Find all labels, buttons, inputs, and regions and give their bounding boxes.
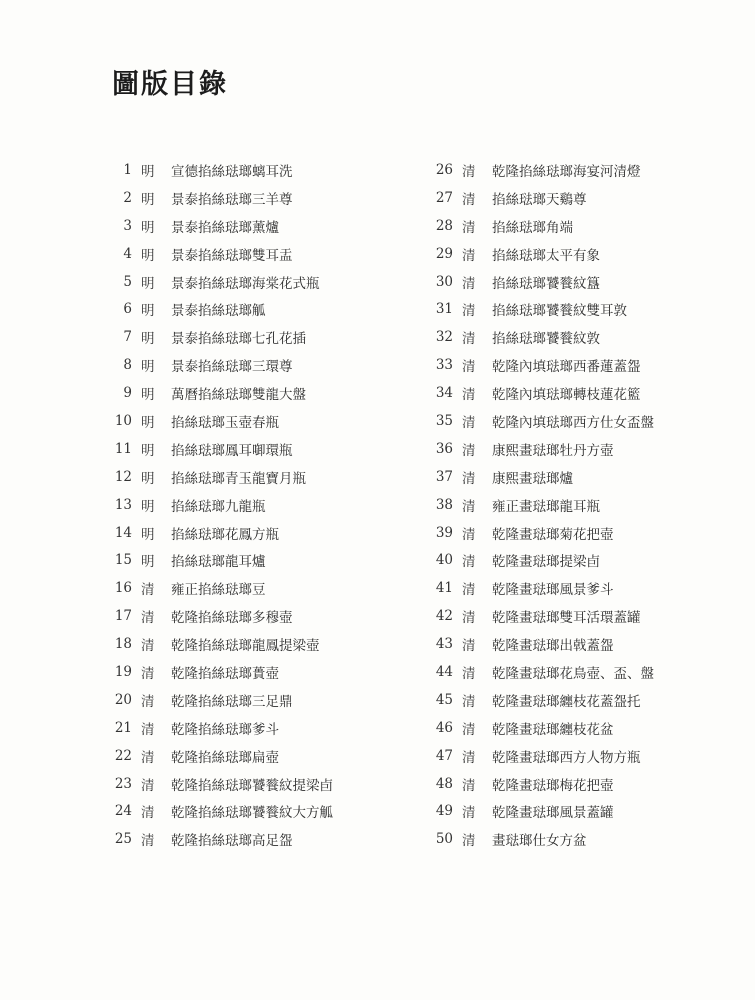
plate-dynasty: 清 bbox=[462, 191, 476, 208]
plate-title: 乾隆畫琺瑯纏枝花盆 bbox=[492, 721, 614, 738]
plate-dynasty: 清 bbox=[462, 526, 476, 543]
plate-list-item bbox=[425, 351, 654, 379]
plate-number: 14 bbox=[114, 524, 132, 541]
plate-title: 掐絲琺瑯鳳耳啣環瓶 bbox=[171, 442, 293, 459]
plate-list-item bbox=[104, 686, 333, 714]
plate-dynasty: 清 bbox=[462, 470, 476, 487]
plate-list-item bbox=[104, 574, 333, 602]
plate-list-item bbox=[425, 435, 654, 463]
plate-list-item bbox=[104, 491, 333, 519]
plate-dynasty: 明 bbox=[141, 247, 155, 264]
plate-title: 乾隆掐絲琺瑯饕餮紋提梁卣 bbox=[171, 777, 333, 794]
plate-title: 乾隆畫琺瑯風景爹斗 bbox=[492, 582, 614, 599]
plate-dynasty: 清 bbox=[462, 498, 476, 515]
plate-title: 畫琺瑯仕女方盆 bbox=[492, 833, 587, 850]
plate-dynasty: 清 bbox=[141, 833, 155, 850]
plate-list-item bbox=[425, 825, 654, 853]
plate-list-item bbox=[425, 686, 654, 714]
plate-list-right-column bbox=[425, 156, 654, 853]
plate-title: 乾隆內填琺瑯轉枝蓮花籃 bbox=[492, 387, 641, 404]
plate-dynasty: 明 bbox=[141, 470, 155, 487]
plate-list-item bbox=[425, 574, 654, 602]
plate-list-item bbox=[425, 240, 654, 268]
plate-number: 16 bbox=[114, 580, 132, 597]
plate-list-item bbox=[425, 156, 654, 184]
plate-dynasty: 清 bbox=[462, 610, 476, 627]
plate-number: 21 bbox=[114, 719, 132, 736]
plate-list-item bbox=[104, 184, 333, 212]
plate-title: 乾隆畫琺瑯風景蓋罐 bbox=[492, 805, 614, 822]
plate-number: 35 bbox=[435, 412, 453, 429]
plate-dynasty: 清 bbox=[462, 582, 476, 599]
plate-number: 42 bbox=[435, 608, 453, 625]
plate-title: 乾隆畫琺瑯提梁卣 bbox=[492, 554, 600, 571]
plate-list-item bbox=[425, 519, 654, 547]
plate-number: 47 bbox=[435, 747, 453, 764]
plate-number: 9 bbox=[123, 385, 132, 402]
plate-list-item bbox=[104, 770, 333, 798]
plate-list-item bbox=[104, 463, 333, 491]
plate-list-item bbox=[104, 240, 333, 268]
plate-number: 46 bbox=[435, 719, 453, 736]
plate-dynasty: 清 bbox=[462, 442, 476, 459]
plate-dynasty: 清 bbox=[462, 805, 476, 822]
plate-dynasty: 清 bbox=[462, 665, 476, 682]
plate-title: 景泰掐絲琺瑯薰爐 bbox=[171, 219, 279, 236]
plate-title: 乾隆掐絲琺瑯三足鼎 bbox=[171, 693, 293, 710]
plate-number: 40 bbox=[435, 552, 453, 569]
plate-title: 乾隆畫琺瑯菊花把壺 bbox=[492, 526, 614, 543]
plate-title: 景泰掐絲琺瑯三羊尊 bbox=[171, 191, 293, 208]
plate-title: 乾隆畫琺瑯梅花把壺 bbox=[492, 777, 614, 794]
plate-number: 25 bbox=[114, 831, 132, 848]
plate-list-item bbox=[425, 407, 654, 435]
plate-number: 31 bbox=[435, 301, 453, 318]
plate-title: 掐絲琺瑯天鷄尊 bbox=[492, 191, 587, 208]
plate-list-item bbox=[104, 268, 333, 296]
plate-title: 乾隆畫琺瑯西方人物方瓶 bbox=[492, 749, 641, 766]
plate-number: 27 bbox=[435, 189, 453, 206]
plate-list-item bbox=[104, 519, 333, 547]
plate-list-item bbox=[104, 407, 333, 435]
plate-list-item bbox=[425, 658, 654, 686]
plate-title: 掐絲琺瑯角端 bbox=[492, 219, 573, 236]
plate-list-item bbox=[104, 379, 333, 407]
plate-number: 44 bbox=[435, 663, 453, 680]
plate-title: 掐絲琺瑯饕餮紋簋 bbox=[492, 275, 600, 292]
plate-title: 掐絲琺瑯玉壺春瓶 bbox=[171, 414, 279, 431]
plate-list-item bbox=[104, 212, 333, 240]
plate-number: 13 bbox=[114, 496, 132, 513]
plate-dynasty: 明 bbox=[141, 275, 155, 292]
plate-list-item bbox=[104, 825, 333, 853]
plate-list-item bbox=[425, 323, 654, 351]
plate-title: 康熙畫琺瑯爐 bbox=[492, 470, 573, 487]
plate-title: 掐絲琺瑯太平有象 bbox=[492, 247, 600, 264]
plate-title: 乾隆畫琺瑯雙耳活環蓋罐 bbox=[492, 610, 641, 627]
plate-title: 雍正畫琺瑯龍耳瓶 bbox=[492, 498, 600, 515]
plate-number: 43 bbox=[435, 636, 453, 653]
plate-dynasty: 清 bbox=[141, 693, 155, 710]
plate-dynasty: 明 bbox=[141, 498, 155, 515]
plate-number: 28 bbox=[435, 217, 453, 234]
plate-number: 24 bbox=[114, 803, 132, 820]
plate-list-item bbox=[425, 770, 654, 798]
plate-number: 3 bbox=[123, 217, 132, 234]
plate-title: 雍正掐絲琺瑯豆 bbox=[171, 582, 266, 599]
plate-dynasty: 清 bbox=[462, 777, 476, 794]
plate-title: 乾隆掐絲琺瑯蕢壺 bbox=[171, 665, 279, 682]
plate-dynasty: 明 bbox=[141, 554, 155, 571]
plate-list-item bbox=[425, 742, 654, 770]
page-title: 圖版目錄 bbox=[112, 69, 228, 100]
plate-dynasty: 清 bbox=[462, 359, 476, 376]
plate-number: 12 bbox=[114, 468, 132, 485]
plate-title: 掐絲琺瑯青玉龍寶月瓶 bbox=[171, 470, 306, 487]
plate-list-item bbox=[425, 463, 654, 491]
plate-dynasty: 清 bbox=[141, 777, 155, 794]
plate-title: 乾隆掐絲琺瑯高足盌 bbox=[171, 833, 293, 850]
plate-dynasty: 清 bbox=[462, 387, 476, 404]
plate-number: 15 bbox=[114, 552, 132, 569]
plate-dynasty: 清 bbox=[462, 219, 476, 236]
plate-dynasty: 明 bbox=[141, 331, 155, 348]
plate-number: 30 bbox=[435, 273, 453, 290]
plate-list-item bbox=[104, 714, 333, 742]
plate-title: 景泰掐絲琺瑯觚 bbox=[171, 303, 266, 320]
plate-number: 8 bbox=[123, 357, 132, 374]
plate-dynasty: 清 bbox=[462, 247, 476, 264]
plate-dynasty: 清 bbox=[141, 665, 155, 682]
plate-list-item bbox=[425, 491, 654, 519]
plate-title: 乾隆畫琺瑯出戟蓋盌 bbox=[492, 638, 614, 655]
plate-dynasty: 清 bbox=[462, 554, 476, 571]
plate-title: 乾隆掐絲琺瑯饕餮紋大方觚 bbox=[171, 805, 333, 822]
plate-number: 38 bbox=[435, 496, 453, 513]
plate-dynasty: 明 bbox=[141, 163, 155, 180]
plate-title: 景泰掐絲琺瑯七孔花插 bbox=[171, 331, 306, 348]
plate-dynasty: 清 bbox=[462, 303, 476, 320]
plate-number: 10 bbox=[114, 412, 132, 429]
plate-dynasty: 明 bbox=[141, 303, 155, 320]
plate-list-item bbox=[104, 323, 333, 351]
plate-dynasty: 清 bbox=[462, 693, 476, 710]
plate-dynasty: 清 bbox=[462, 749, 476, 766]
plate-list-item bbox=[425, 630, 654, 658]
plate-number: 49 bbox=[435, 803, 453, 820]
plate-list-item bbox=[104, 295, 333, 323]
plate-number: 20 bbox=[114, 691, 132, 708]
plate-number: 33 bbox=[435, 357, 453, 374]
plate-number: 36 bbox=[435, 440, 453, 457]
plate-number: 29 bbox=[435, 245, 453, 262]
plate-title: 掐絲琺瑯九龍瓶 bbox=[171, 498, 266, 515]
plate-number: 26 bbox=[435, 161, 453, 178]
plate-dynasty: 清 bbox=[141, 749, 155, 766]
plate-list-item bbox=[425, 268, 654, 296]
plate-number: 32 bbox=[435, 329, 453, 346]
plate-number: 6 bbox=[123, 301, 132, 318]
plate-list-item bbox=[104, 351, 333, 379]
plate-list-item bbox=[425, 602, 654, 630]
plate-title: 宣德掐絲琺瑯螭耳洗 bbox=[171, 163, 293, 180]
plate-title: 景泰掐絲琺瑯雙耳盂 bbox=[171, 247, 293, 264]
plate-number: 41 bbox=[435, 580, 453, 597]
plate-number: 48 bbox=[435, 775, 453, 792]
plate-number: 17 bbox=[114, 608, 132, 625]
plate-list-item bbox=[104, 742, 333, 770]
plate-number: 23 bbox=[114, 775, 132, 792]
plate-number: 37 bbox=[435, 468, 453, 485]
plate-title: 掐絲琺瑯饕餮紋敦 bbox=[492, 331, 600, 348]
plate-list-item bbox=[425, 184, 654, 212]
plate-dynasty: 明 bbox=[141, 387, 155, 404]
plate-list-item bbox=[104, 435, 333, 463]
plate-dynasty: 清 bbox=[141, 610, 155, 627]
plate-list-item bbox=[425, 212, 654, 240]
plate-number: 50 bbox=[435, 831, 453, 848]
plate-number: 45 bbox=[435, 691, 453, 708]
plate-dynasty: 明 bbox=[141, 219, 155, 236]
plate-title: 乾隆掐絲琺瑯爹斗 bbox=[171, 721, 279, 738]
plate-number: 34 bbox=[435, 385, 453, 402]
plate-title: 乾隆畫琺瑯花鳥壺、盃、盤 bbox=[492, 665, 654, 682]
plate-number: 4 bbox=[123, 245, 132, 262]
plate-title: 乾隆掐絲琺瑯多穆壺 bbox=[171, 610, 293, 627]
plate-dynasty: 清 bbox=[462, 721, 476, 738]
plate-title: 康熙畫琺瑯牡丹方壺 bbox=[492, 442, 614, 459]
plate-list-item bbox=[104, 658, 333, 686]
plate-list-item bbox=[425, 546, 654, 574]
plate-dynasty: 清 bbox=[141, 721, 155, 738]
plate-number: 22 bbox=[114, 747, 132, 764]
plate-title: 乾隆掐絲琺瑯龍鳳提梁壺 bbox=[171, 638, 320, 655]
plate-title: 掐絲琺瑯龍耳爐 bbox=[171, 554, 266, 571]
plate-dynasty: 清 bbox=[141, 582, 155, 599]
plate-list-item bbox=[425, 295, 654, 323]
plate-list-item bbox=[425, 797, 654, 825]
plate-dynasty: 清 bbox=[141, 805, 155, 822]
plate-list-item bbox=[104, 797, 333, 825]
plate-dynasty: 明 bbox=[141, 414, 155, 431]
plate-dynasty: 清 bbox=[462, 275, 476, 292]
plate-number: 2 bbox=[123, 189, 132, 206]
plate-dynasty: 清 bbox=[462, 163, 476, 180]
plate-title: 掐絲琺瑯饕餮紋雙耳敦 bbox=[492, 303, 627, 320]
plate-dynasty: 明 bbox=[141, 191, 155, 208]
plate-number: 19 bbox=[114, 663, 132, 680]
plate-dynasty: 清 bbox=[462, 833, 476, 850]
plate-title: 掐絲琺瑯花鳳方瓶 bbox=[171, 526, 279, 543]
plate-list-item bbox=[425, 379, 654, 407]
plate-number: 1 bbox=[123, 161, 132, 178]
plate-number: 7 bbox=[123, 329, 132, 346]
plate-list-item bbox=[104, 156, 333, 184]
plate-number: 11 bbox=[114, 440, 132, 457]
plate-title: 乾隆內填琺瑯西番蓮蓋盌 bbox=[492, 359, 641, 376]
plate-title: 乾隆內填琺瑯西方仕女盃盤 bbox=[492, 414, 654, 431]
plate-list-item bbox=[104, 630, 333, 658]
plate-dynasty: 清 bbox=[141, 638, 155, 655]
plate-title: 乾隆掐絲琺瑯扁壺 bbox=[171, 749, 279, 766]
plate-list-item bbox=[425, 714, 654, 742]
plate-number: 18 bbox=[114, 636, 132, 653]
plate-dynasty: 清 bbox=[462, 331, 476, 348]
plate-title: 乾隆掐絲琺瑯海宴河清燈 bbox=[492, 163, 641, 180]
plate-dynasty: 明 bbox=[141, 359, 155, 376]
plate-dynasty: 清 bbox=[462, 638, 476, 655]
plate-dynasty: 清 bbox=[462, 414, 476, 431]
plate-dynasty: 明 bbox=[141, 442, 155, 459]
plate-title: 景泰掐絲琺瑯海棠花式瓶 bbox=[171, 275, 320, 292]
plate-title: 景泰掐絲琺瑯三環尊 bbox=[171, 359, 293, 376]
plate-list-item bbox=[104, 602, 333, 630]
plate-number: 39 bbox=[435, 524, 453, 541]
plate-title: 萬曆掐絲琺瑯雙龍大盤 bbox=[171, 387, 306, 404]
plate-list-left-column bbox=[104, 156, 333, 853]
plate-number: 5 bbox=[123, 273, 132, 290]
plate-list-item bbox=[104, 546, 333, 574]
plate-title: 乾隆畫琺瑯纏枝花蓋盌托 bbox=[492, 693, 641, 710]
plate-dynasty: 明 bbox=[141, 526, 155, 543]
